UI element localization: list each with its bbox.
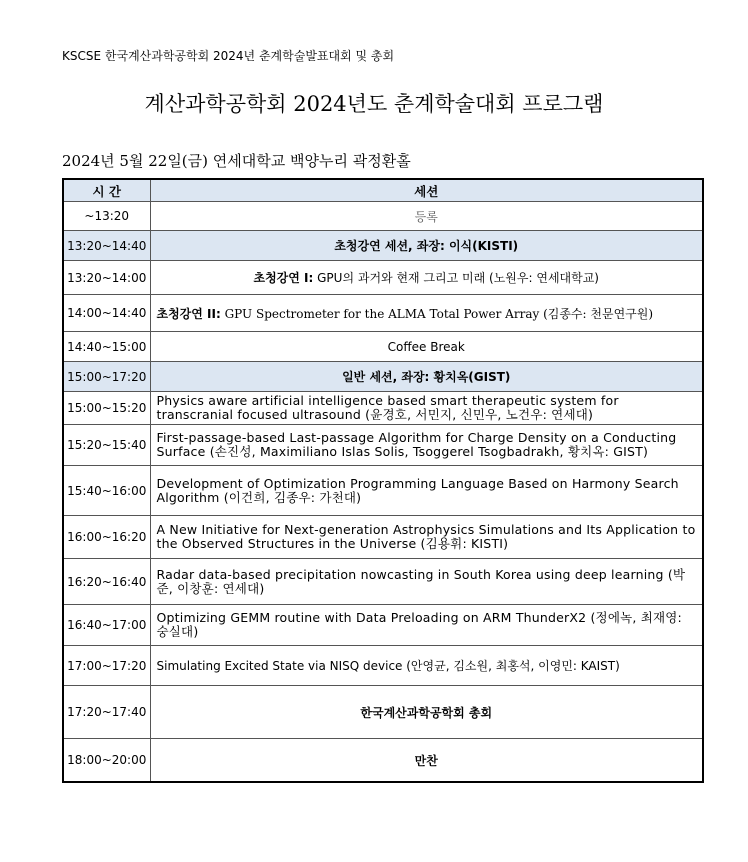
date-venue: 2024년 5월 22일(금) 연세대학교 백양누리 곽정환홀: [62, 152, 411, 170]
table-header: [63, 179, 703, 202]
table-row: [63, 332, 703, 362]
table-row: [63, 559, 703, 605]
table-row: [63, 605, 703, 646]
session-cell: Coffee Break: [150, 332, 703, 362]
time-cell: 14:40~15:00: [63, 332, 150, 362]
session-cell: [150, 295, 703, 332]
time-cell: 17:00~17:20: [63, 646, 150, 686]
time-cell: 15:40~16:00: [63, 466, 150, 516]
session-cell: Development of Optimization Programming Language Based on Harmony Search Algorithm (이건희, 김종우: 가천대): [150, 466, 703, 516]
time-cell: 18:00~20:00: [63, 739, 150, 783]
session-cell: Radar data-based precipitation nowcasting in South Korea using deep learning (박준, 이창훈: 연세대): [150, 559, 703, 605]
session-cell: 등록: [150, 202, 703, 231]
col-time-header: 시 간: [63, 179, 150, 202]
time-cell: 15:00~15:20: [63, 392, 150, 425]
table-row: [63, 202, 703, 231]
table-row: [63, 425, 703, 466]
time-cell: 17:20~17:40: [63, 686, 150, 739]
time-cell: 16:40~17:00: [63, 605, 150, 646]
session-cell: Physics aware artificial intelligence based smart therapeutic system for transcranial focused ultrasound (윤경호, 서민지, 신민우, 노건우: 연세대): [150, 392, 703, 425]
session-cell: 일반 세션, 좌장: 황치옥(GIST): [150, 362, 703, 392]
time-cell: 14:00~14:40: [63, 295, 150, 332]
table-row: [63, 261, 703, 295]
session-cell: Optimizing GEMM routine with Data Preloading on ARM ThunderX2 (정에녹, 최재영: 숭실대): [150, 605, 703, 646]
table-row: [63, 231, 703, 261]
time-cell: 15:20~15:40: [63, 425, 150, 466]
time-cell: 16:20~16:40: [63, 559, 150, 605]
table-row: [63, 516, 703, 559]
time-cell: ~13:20: [63, 202, 150, 231]
session-cell: A New Initiative for Next-generation Astrophysics Simulations and Its Application to the Observed Structures in the Universe (김용휘: KISTI): [150, 516, 703, 559]
program-table: [62, 178, 704, 783]
page-title: 계산과학공학회 2024년도 춘계학술대회 프로그램: [144, 92, 604, 116]
table-row: [63, 295, 703, 332]
talk-text: GPU Spectrometer for the ALMA Total Power Array (김종수: 천문연구원): [220, 306, 654, 321]
table-row: [63, 466, 703, 516]
table-row: [63, 739, 703, 783]
table-row: [63, 392, 703, 425]
session-cell: 초청강연 세션, 좌장: 이식(KISTI): [150, 231, 703, 261]
session-cell: [150, 261, 703, 295]
talk-label: 초청강연 I:: [253, 271, 314, 285]
col-session-header: 세션: [150, 179, 703, 202]
talk-label: 초청강연 II:: [156, 306, 221, 321]
time-cell: 13:20~14:00: [63, 261, 150, 295]
time-cell: 16:00~16:20: [63, 516, 150, 559]
table-row: [63, 646, 703, 686]
time-cell: 13:20~14:40: [63, 231, 150, 261]
table-row: [63, 362, 703, 392]
talk-text: GPU의 과거와 현재 그리고 미래 (노원우: 연세대학교): [313, 271, 599, 285]
session-cell: Simulating Excited State via NISQ device (안영균, 김소원, 최홍석, 이영민: KAIST): [150, 646, 703, 686]
header-note: KSCSE 한국계산과학공학회 2024년 춘계학술발표대회 및 총회: [62, 49, 395, 63]
session-cell: 만찬: [150, 739, 703, 783]
session-cell: First-passage-based Last-passage Algorithm for Charge Density on a Conducting Surface (손진성, Maximiliano Islas Solis, Tsoggerel Tsogbadrakh, 황치옥: GIST): [150, 425, 703, 466]
session-cell: 한국계산과학공학회 총회: [150, 686, 703, 739]
table-row: [63, 686, 703, 739]
time-cell: 15:00~17:20: [63, 362, 150, 392]
